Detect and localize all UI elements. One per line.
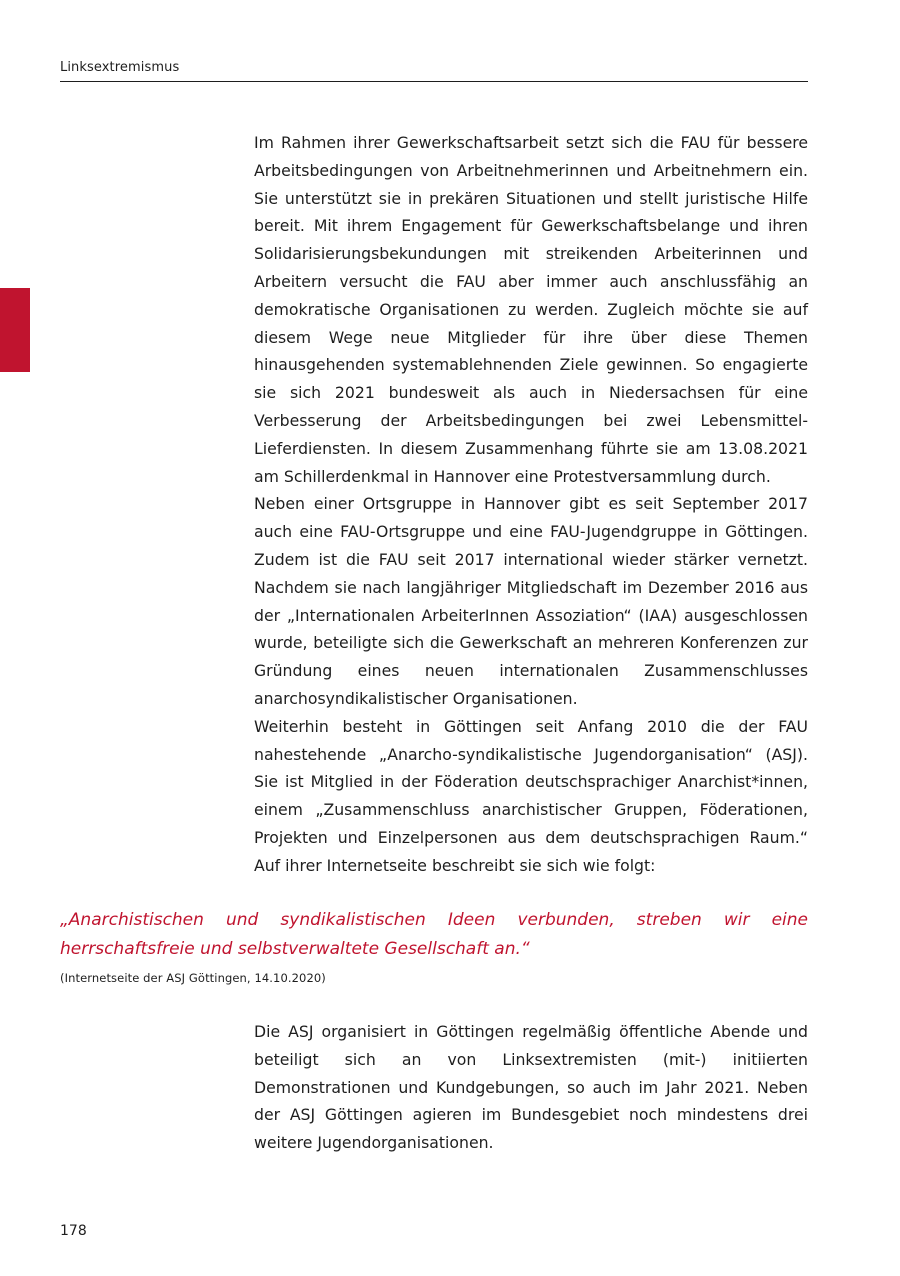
running-header: Linksextremismus [60, 60, 180, 75]
page-number: 178 [60, 1223, 87, 1239]
chapter-marker-tab [0, 288, 30, 372]
paragraph-asj-activities: Die ASJ organisiert in Göttingen regelmäßig öffentliche Abende und beteiligt sich an von Linksextremisten (mit-) initiierten Demonstrationen und Kundgebungen, so auch im Jahr 2021. Neben der ASJ Göttingen agieren im Bundesgebiet noch mindestens drei weitere Jugendorganisationen. [254, 1022, 808, 1153]
main-text-block [254, 129, 808, 880]
header-divider [60, 81, 808, 82]
closing-text-block [254, 1018, 808, 1157]
quote-text: „Anarchistischen und syndikalistischen Ideen verbunden, streben wir eine herrschaftsfreie und selbstverwaltete Gesellschaft an.“ [60, 910, 808, 959]
quote-citation: (Internetseite der ASJ Göttingen, 14.10.2020) [60, 971, 326, 985]
paragraph-asj: Weiterhin besteht in Göttingen seit Anfang 2010 die der FAU nahestehende „Anarcho-syndikalistische Jugendorganisation“ (ASJ). Sie ist Mitglied in der Föderation deutschsprachiger Anarchist*innen, einem „Zusammenschluss anarchistischer Gruppen, Föderationen, Projekten und Einzelpersonen aus dem deutschsprachigen Raum.“ Auf ihrer Internetseite beschreibt sie sich wie folgt: [254, 716, 808, 875]
paragraph-fau-union-work: Im Rahmen ihrer Gewerkschaftsarbeit setzt sich die FAU für bessere Arbeitsbedingungen von Arbeitnehmerinnen und Arbeitnehmern ein. Sie unterstützt sie in prekären Situationen und stellt juristische Hilfe bereit. Mit ihrem Engagement für Gewerkschaftsbelange und ihren Solidarisierungsbekundungen mit streikenden Arbeiterinnen und Arbeitern versucht die FAU aber immer auch anschlussfähig an demokratische Organisationen zu werden. Zugleich möchte sie auf diesem Wege neue Mitglieder für ihre über diese Themen hinausgehenden systemablehnenden Ziele gewinnen. So engagierte sie sich 2021 bundesweit als auch in Niedersachsen für eine Verbesserung der Arbeitsbedingungen bei zwei Lebensmittel-Lieferdiensten. In diesem Zusammenhang führte sie am 13.08.2021 am Schillerdenkmal in Hannover eine Protestversammlung durch. [254, 133, 808, 486]
pull-quote [60, 906, 808, 963]
paragraph-fau-local-groups: Neben einer Ortsgruppe in Hannover gibt es seit September 2017 auch eine FAU-Ortsgruppe und eine FAU-Jugendgruppe in Göttingen. Zudem ist die FAU seit 2017 international wieder stärker vernetzt. Nachdem sie nach langjähriger Mitgliedschaft im Dezember 2016 aus der „Internationalen ArbeiterInnen Assoziation“ (IAA) ausgeschlossen wurde, beteiligte sich die Gewerkschaft an mehreren Konferenzen zur Gründung eines neuen internationalen Zusammenschlusses anarchosyndikalistischer Organisationen. [254, 494, 808, 708]
